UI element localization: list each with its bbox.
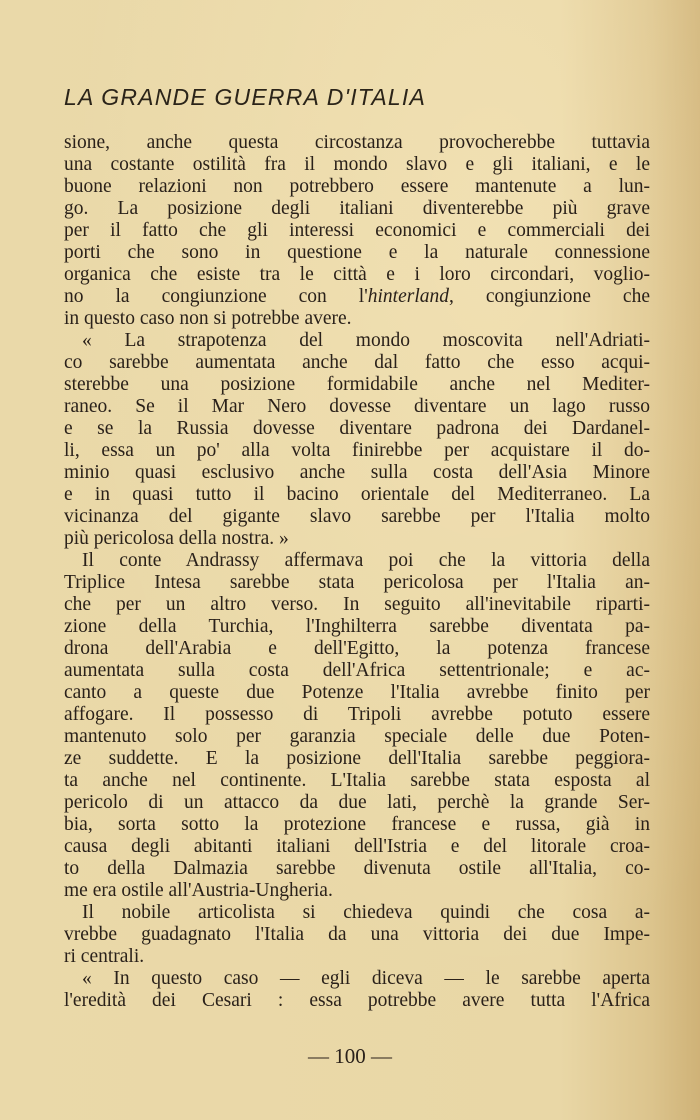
text-line: sione, anche questa circostanza provocherebbe tuttavia (64, 132, 650, 153)
text-line: Il nobile articolista si chiedeva quindi che cosa a- (82, 902, 650, 923)
page-number: — 100 — (308, 1044, 392, 1068)
text-line: aumentata sulla costa dell'Africa settentrionale; e ac- (64, 660, 650, 681)
text-line: to della Dalmazia sarebbe divenuta ostile all'Italia, co- (64, 858, 650, 879)
text-line: « In questo caso — egli diceva — le sarebbe aperta (82, 968, 650, 989)
text-line: minio quasi esclusivo anche sulla costa dell'Asia Minore (64, 462, 650, 483)
text-line: una costante ostilità fra il mondo slavo e gli italiani, e le (64, 154, 650, 175)
text-line: me era ostile all'Austria-Ungheria. (64, 880, 333, 901)
running-header: LA GRANDE GUERRA D'ITALIA (64, 84, 426, 110)
text-line: bia, sorta sotto la protezione francese e russa, già in (64, 814, 650, 835)
text-line: co sarebbe aumentata anche dal fatto che esso acqui- (64, 352, 650, 373)
text-line: causa degli abitanti italiani dell'Istria e del litorale croa- (64, 836, 650, 857)
text-line: pericolo di un attacco da due lati, perchè la grande Ser- (64, 792, 650, 813)
text-line: mantenuto solo per garanzia speciale delle due Poten- (64, 726, 650, 747)
text-line: « La strapotenza del mondo moscovita nell'Adriati- (82, 330, 650, 351)
text-line: zione della Turchia, l'Inghilterra sarebbe diventata pa- (64, 616, 650, 637)
text-line: ta anche nel continente. L'Italia sarebbe stata esposta al (64, 770, 650, 791)
text-line: in questo caso non si potrebbe avere. (64, 308, 352, 329)
text-line: e in quasi tutto il bacino orientale del Mediterraneo. La (64, 484, 650, 505)
text-line: go. La posizione degli italiani diventerebbe più grave (64, 198, 650, 219)
text-line: vrebbe guadagnato l'Italia da una vittoria dei due Impe- (64, 924, 650, 945)
text-line: sterebbe una posizione formidabile anche nel Mediter- (64, 374, 650, 395)
text-line: drona dell'Arabia e dell'Egitto, la potenza francese (64, 638, 650, 659)
text-line: buone relazioni non potrebbero essere mantenute a lun- (64, 176, 650, 197)
text-line: li, essa un po' alla volta finirebbe per acquistare il do- (64, 440, 650, 461)
text-line: Il conte Andrassy affermava poi che la vittoria della (82, 550, 650, 571)
text-line: Triplice Intesa sarebbe stata pericolosa per l'Italia an- (64, 572, 650, 593)
text-line: raneo. Se il Mar Nero dovesse diventare un lago russo (64, 396, 650, 417)
text-line: ze suddette. E la posizione dell'Italia sarebbe peggiora- (64, 748, 650, 769)
text-line: l'eredità dei Cesari : essa potrebbe avere tutta l'Africa (64, 990, 650, 1011)
text-line: no la congiunzione con l'hinterland, congiunzione che (64, 286, 650, 307)
text-line: porti che sono in questione e la naturale connessione (64, 242, 650, 263)
text-line: ri centrali. (64, 946, 145, 967)
text-line: e se la Russia dovesse diventare padrona dei Dardanel- (64, 418, 650, 439)
text-line: per il fatto che gli interessi economici e commerciali dei (64, 220, 650, 241)
text-line: canto a queste due Potenze l'Italia avrebbe finito per (64, 682, 650, 703)
text-line: organica che esiste tra le città e i loro circondari, voglio- (64, 264, 650, 285)
text-line: più pericolosa della nostra. » (64, 528, 289, 549)
text-line: che per un altro verso. In seguito all'inevitabile riparti- (64, 594, 650, 615)
body-text (64, 132, 650, 1012)
text-line: affogare. Il possesso di Tripoli avrebbe potuto essere (64, 704, 650, 725)
text-line: vicinanza del gigante slavo sarebbe per l'Italia molto (64, 506, 650, 527)
